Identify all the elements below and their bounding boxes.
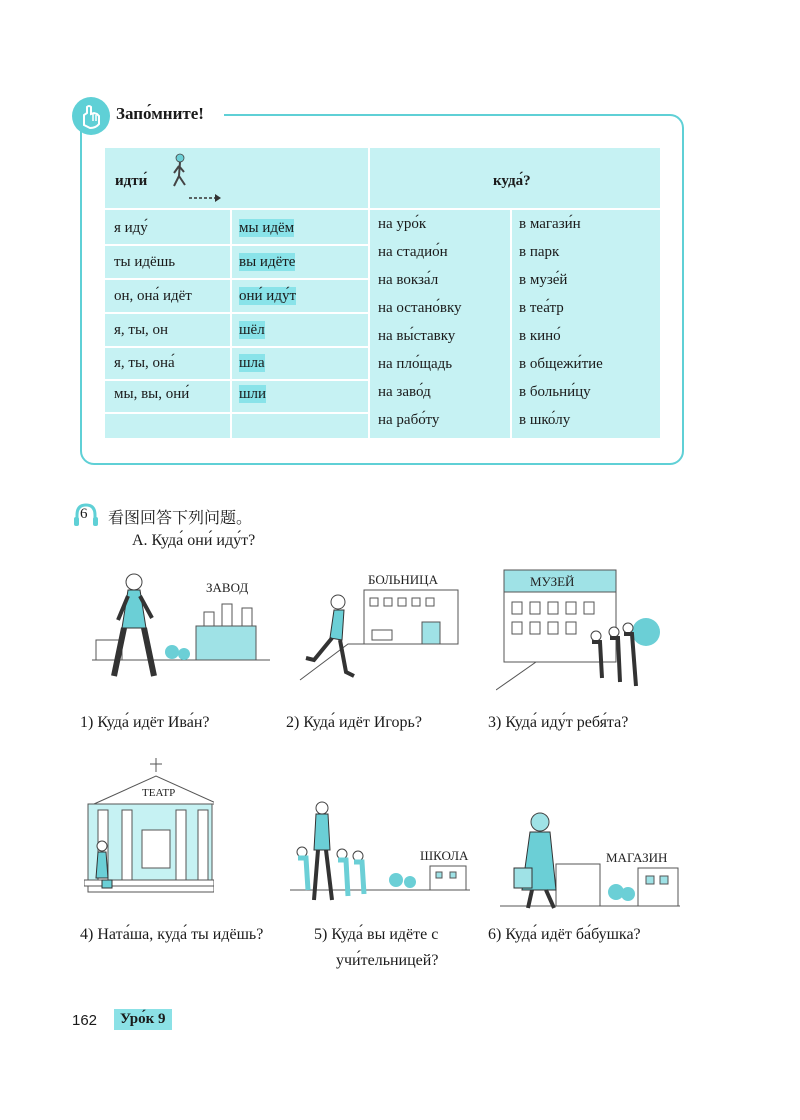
header-kuda: куда́? bbox=[493, 173, 531, 189]
museum-illustration bbox=[496, 566, 672, 699]
conj-pron: мы, вы, они́ bbox=[114, 386, 190, 402]
conj-form: шла bbox=[239, 355, 265, 371]
page-number: 162 bbox=[72, 1012, 98, 1029]
school-illustration bbox=[290, 800, 470, 911]
header-idti: идти́ bbox=[115, 173, 148, 189]
conj-form: шёл bbox=[239, 322, 265, 338]
question-5-continued: учи́тельницей? bbox=[336, 952, 439, 969]
v-item: в больни́цу bbox=[519, 384, 591, 400]
conj-pron: он, она́ идёт bbox=[114, 288, 192, 304]
na-item: на стадио́н bbox=[378, 244, 448, 260]
sign-magazin: МАГАЗИН bbox=[606, 850, 668, 865]
hospital-illustration bbox=[298, 568, 466, 691]
sign-bolnitsa: БОЛЬНИЦА bbox=[368, 572, 438, 587]
conj-form: вы идёте bbox=[239, 254, 296, 270]
exercise-instruction: 看图回答下列问题。 bbox=[108, 508, 253, 527]
question-2: 2) Куда́ идёт Игорь? bbox=[286, 714, 422, 731]
na-item: на остано́вку bbox=[378, 300, 462, 316]
na-item: на пло́щадь bbox=[378, 356, 453, 372]
v-item: в музе́й bbox=[519, 272, 568, 288]
conj-pron: я, ты, она́ bbox=[114, 355, 175, 371]
sign-zavod: ЗАВОД bbox=[206, 580, 249, 595]
v-item: в магази́н bbox=[519, 216, 581, 232]
question-4: 4) Ната́ша, куда́ ты идёшь? bbox=[80, 926, 264, 943]
conj-form: они́ иду́т bbox=[239, 288, 297, 304]
v-item: в общежи́тие bbox=[519, 356, 603, 372]
sign-muzei: МУЗЕЙ bbox=[530, 574, 575, 589]
pointing-hand-icon bbox=[72, 97, 110, 135]
na-item: на уро́к bbox=[378, 216, 427, 232]
conj-pron: ты идёшь bbox=[114, 254, 176, 270]
na-item: на вы́ставку bbox=[378, 328, 456, 344]
question-6: 6) Куда́ идёт ба́бушка? bbox=[488, 926, 641, 943]
v-item: в шко́лу bbox=[519, 412, 571, 428]
question-1: 1) Куда́ идёт Ива́н? bbox=[80, 714, 210, 731]
question-5: 5) Куда́ вы идёте с bbox=[314, 926, 439, 943]
factory-illustration bbox=[92, 568, 270, 691]
sign-shkola: ШКОЛА bbox=[420, 848, 469, 863]
v-item: в кино́ bbox=[519, 328, 561, 344]
conjugation-table bbox=[105, 148, 660, 438]
shop-illustration bbox=[500, 806, 680, 915]
lesson-tag: Уро́к 9 bbox=[114, 1009, 172, 1030]
remember-title: Запо́мните! bbox=[116, 104, 204, 123]
na-item: на заво́д bbox=[378, 384, 431, 400]
na-item: на вокза́л bbox=[378, 272, 439, 288]
na-item: на рабо́ту bbox=[378, 412, 440, 428]
conj-form: шли bbox=[239, 386, 267, 402]
exercise-subtitle: A. Куда́ они́ иду́т? bbox=[132, 532, 256, 549]
question-3: 3) Куда́ иду́т ребя́та? bbox=[488, 714, 629, 731]
sign-teatr: ТЕАТР bbox=[142, 787, 176, 799]
v-item: в теа́тр bbox=[519, 300, 564, 316]
v-item: в парк bbox=[519, 244, 560, 260]
exercise-number: 6 bbox=[80, 506, 88, 522]
conj-pron: я, ты, он bbox=[114, 322, 169, 338]
theatre-illustration bbox=[84, 754, 214, 903]
conj-form: мы идём bbox=[239, 220, 295, 236]
conj-pron: я иду́ bbox=[114, 220, 148, 236]
walking-man-icon bbox=[163, 152, 223, 209]
